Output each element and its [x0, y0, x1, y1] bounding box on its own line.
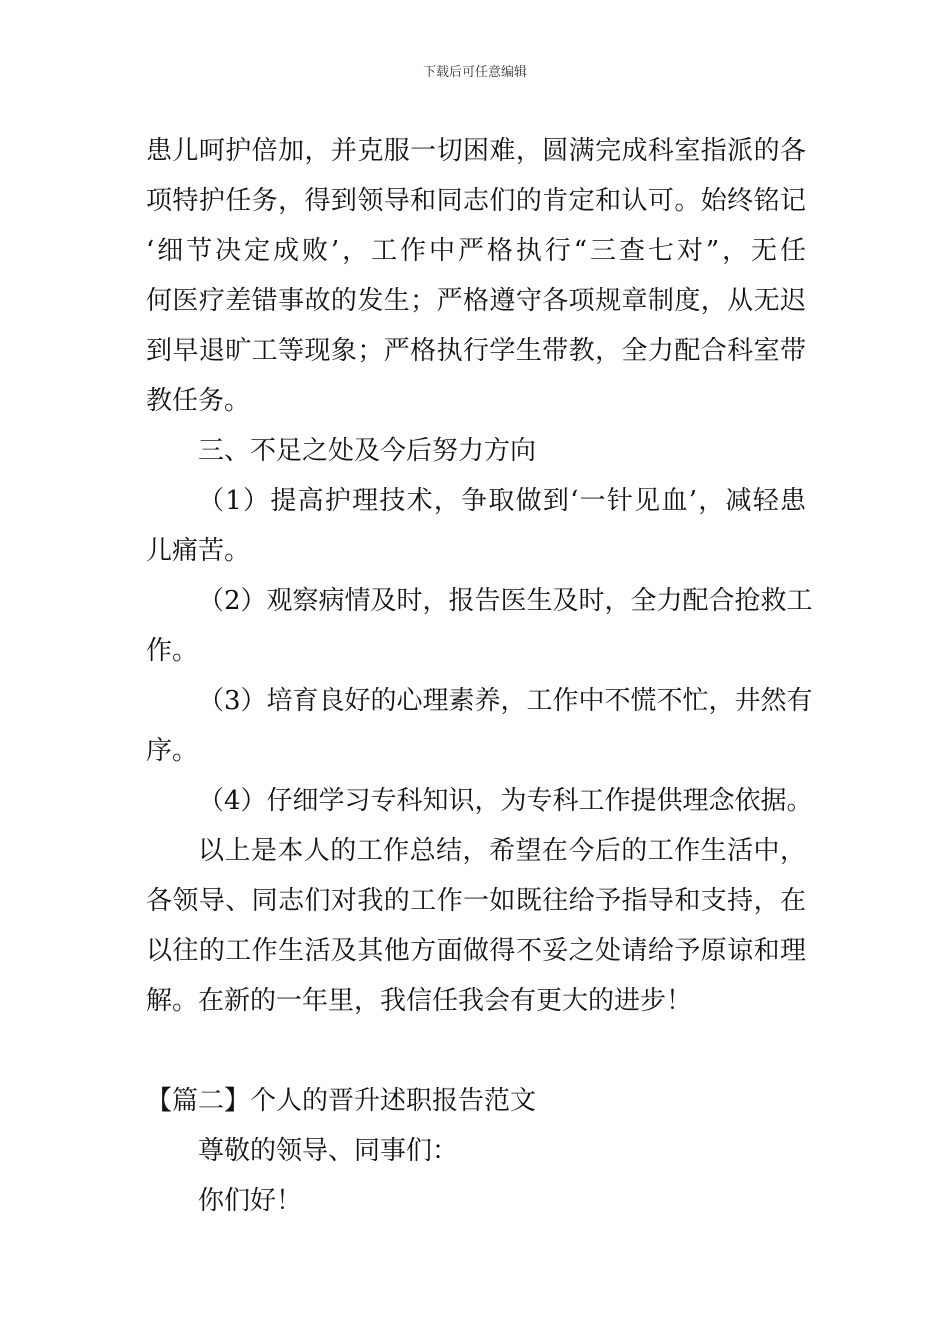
body-line: 以往的工作生活及其他方面做得不妥之处请给予原谅和理 — [146, 936, 806, 966]
list-item: （3）培育良好的心理素养，工作中不慌不忙，井然有 — [198, 686, 813, 716]
body-line: ‘细节决定成败’，工作中严格执行“三查七对”，无任 — [146, 236, 806, 266]
list-item-continuation: 序。 — [146, 736, 199, 766]
salutation: 尊敬的领导、同事们： — [198, 1136, 459, 1166]
list-item-continuation: 儿痛苦。 — [146, 536, 251, 566]
body-line: 到早退旷工等现象；严格执行学生带教，全力配合科室带 — [146, 336, 806, 366]
list-item: （4）仔细学习专科知识，为专科工作提供理念依据。 — [198, 786, 813, 816]
spacer — [146, 1026, 806, 1076]
body-line: 项特护任务，得到领导和同志们的肯定和认可。始终铭记 — [146, 186, 806, 216]
article-heading: 【篇二】个人的晋升述职报告范文 — [146, 1086, 537, 1116]
body-line: 何医疗差错事故的发生；严格遵守各项规章制度，从无迟 — [146, 286, 806, 316]
list-item: （1）提高护理技术，争取做到‘一针见血’，减轻患 — [198, 486, 806, 516]
body-line: 解。在新的一年里，我信任我会有更大的进步！ — [146, 986, 693, 1016]
body-line: 以上是本人的工作总结，希望在今后的工作生活中， — [198, 836, 806, 866]
section-heading: 三、不足之处及今后努力方向 — [198, 436, 537, 466]
page-header: 下载后可任意编辑 — [422, 65, 527, 80]
body-line: 教任务。 — [146, 386, 251, 416]
list-item-continuation: 作。 — [146, 636, 199, 666]
body-line: 患儿呵护倍加，并克服一切困难，圆满完成科室指派的各 — [146, 136, 806, 166]
greeting: 你们好！ — [198, 1186, 303, 1216]
body-line: 各领导、同志们对我的工作一如既往给予指导和支持，在 — [146, 886, 806, 916]
list-item: （2）观察病情及时，报告医生及时，全力配合抢救工 — [198, 586, 813, 616]
document-body — [146, 126, 813, 1226]
